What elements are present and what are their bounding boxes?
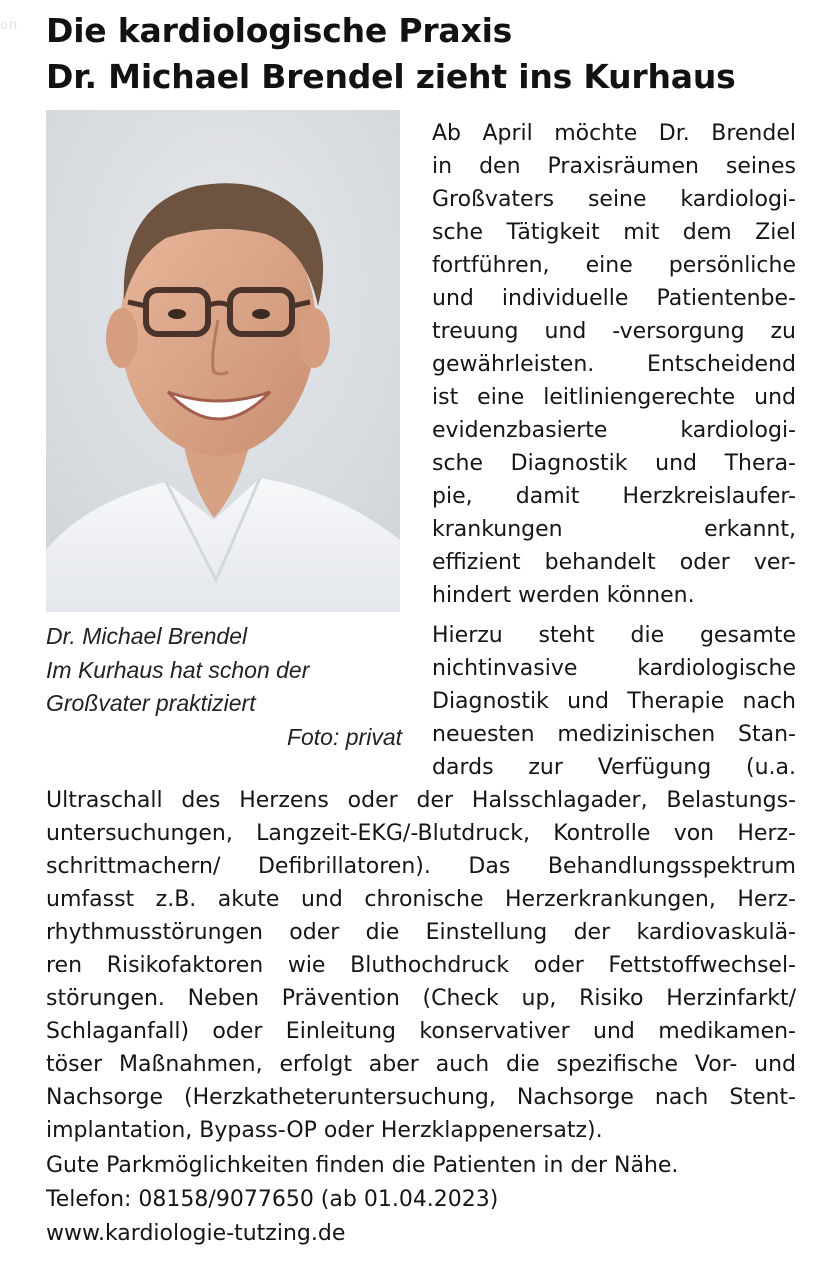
portrait-photo-icon [46,110,400,612]
headline-line-2: Dr. Michael Brendel zieht ins Kurhaus [46,57,736,96]
body-line: treuung und -versorgung zu [432,319,796,344]
body-line: nichtinvasive kardiologische [432,656,796,681]
body-line: störungen. Neben Prävention (Check up, Risiko Herzinfarkt/ [46,986,796,1011]
body-line: krankungen erkannt, [432,517,796,542]
body-line: Hierzu steht die gesamte [432,623,796,648]
body-line: pie, damit Herzkreislaufer- [432,484,796,509]
caption-name: Dr. Michael Brendel [46,623,248,649]
body-line: sche Tätigkeit mit dem Ziel [432,220,796,245]
body-line: ist eine leitliniengerechte und [432,385,796,410]
body-line: sche Diagnostik und Thera- [432,451,796,476]
body-line: Diagnostik und Therapie nach [432,689,796,714]
body-line: Nachsorge (Herzkatheteruntersuchung, Nachsorge nach Stent- [46,1085,796,1110]
body-line: rhythmusstörungen oder die Einstellung der kardiovaskulä- [46,920,796,945]
photo-caption [46,620,402,754]
caption-line-2: Im Kurhaus hat schon der [46,656,310,683]
body-line: ren Risikofaktoren wie Bluthochdruck oder Fettstoffwechsel- [46,953,796,978]
body-line: evidenzbasierte kardiologi- [432,418,796,443]
body-line: Großvaters seine kardiologi- [432,187,796,212]
corner-mark: on [0,18,19,33]
body-line: Ab April möchte Dr. Brendel [432,121,796,146]
body-line: schrittmachern/ Defibrillatoren). Das Behandlungsspektrum [46,854,796,879]
body-line: Schlaganfall) oder Einleitung konservativer und medikamen- [46,1019,796,1044]
portrait-photo [46,110,400,612]
body-line: in den Praxisräumen seines [432,154,796,179]
parking-info: Gute Parkmöglichkeiten finden die Patienten in der Nähe. [46,1153,679,1178]
photo-credit: Foto: privat [286,723,402,750]
body-line: hindert werden können. [432,583,695,608]
body-line: töser Maßnahmen, erfolgt aber auch die spezifische Vor- und [46,1052,796,1077]
body-line: implantation, Bypass-OP oder Herzklappenersatz). [46,1118,603,1143]
caption-line-3: Großvater praktiziert [46,690,256,716]
headline-line-1: Die kardiologische Praxis [46,11,513,50]
body-line: dards zur Verfügung (u.a. [432,755,796,780]
phone-number: Telefon: 08158/9077650 (ab 01.04.2023) [46,1187,499,1212]
body-line: fortführen, eine persönliche [432,253,796,278]
body-line: effizient behandelt oder ver- [432,550,796,575]
article-headline [46,8,816,100]
body-line: umfasst z.B. akute und chronische Herzerkrankungen, Herz- [46,887,796,912]
body-line: gewährleisten. Entscheidend [432,352,796,377]
body-line: Ultraschall des Herzens oder der Halsschlagader, Belastungs- [46,788,796,813]
body-line: und individuelle Patientenbe- [432,286,796,311]
body-line: untersuchungen, Langzeit-EKG/-Blutdruck, Kontrolle von Herz- [46,821,796,846]
website-link[interactable]: www.kardiologie-tutzing.de [46,1221,346,1246]
body-line: neuesten medizinischen Stan- [432,722,796,747]
